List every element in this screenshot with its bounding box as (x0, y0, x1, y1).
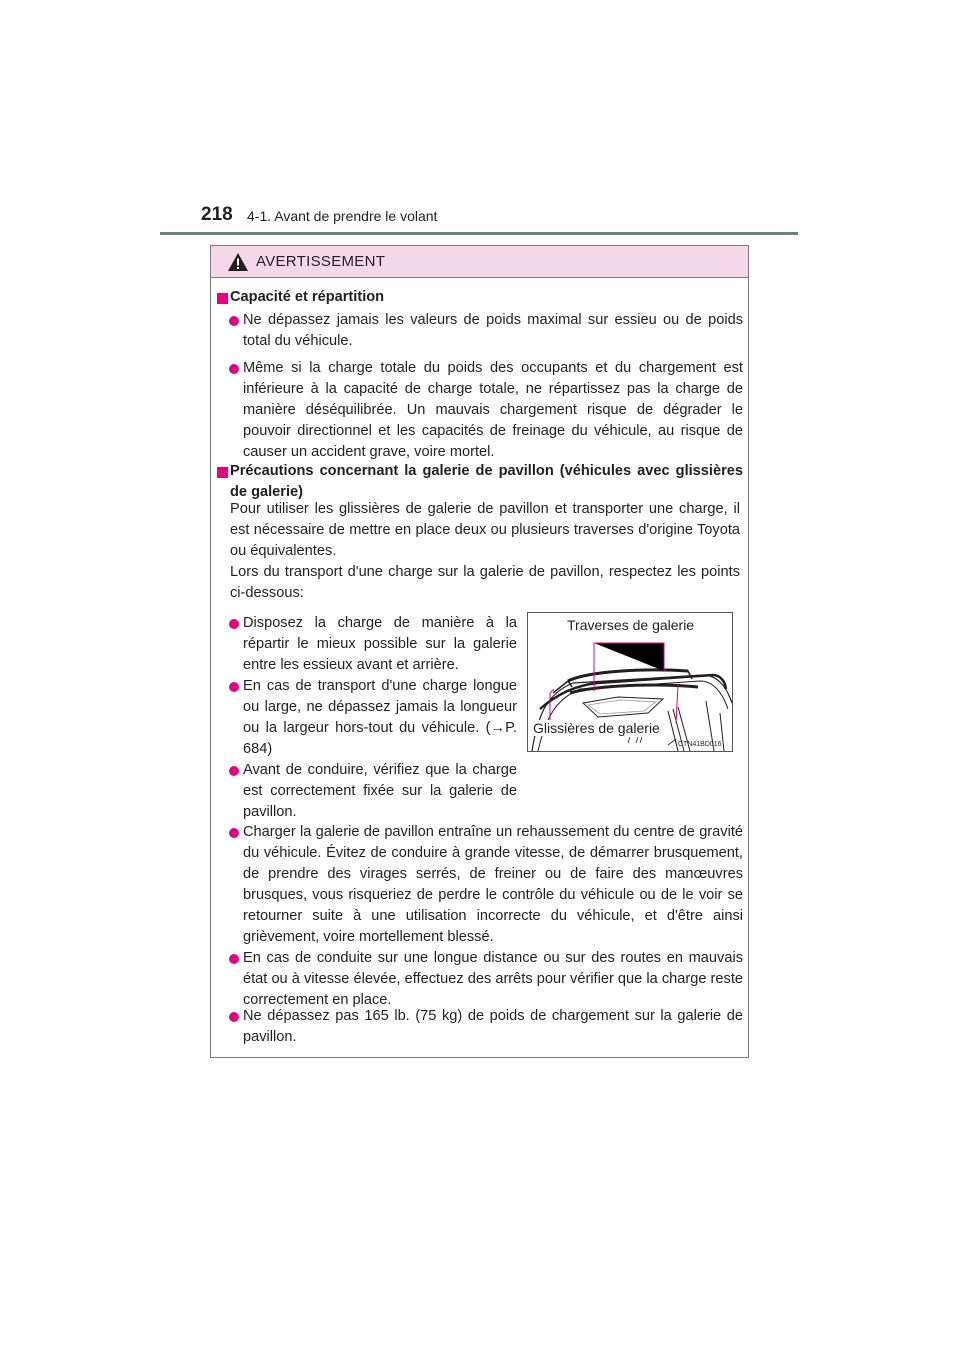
heading-precautions-galerie: Précautions concernant la galerie de pavillon (véhicules avec glissières de galerie) (230, 463, 743, 500)
bullet-charge-longue: En cas de transport d'une charge longue ou large, ne dépassez jamais la longueur ou la largeur hors-tout du véhicule. (→P. 684) (243, 678, 517, 757)
crossbars-label: Traverses de galerie (567, 617, 695, 633)
page-number: 218 (201, 204, 233, 225)
warning-title: AVERTISSEMENT (256, 253, 386, 270)
round-bullet-icon (229, 316, 239, 326)
bullet-poids-galerie: Ne dépassez pas 165 lb. (75 kg) de poids de chargement sur la galerie de pavillon. (243, 1008, 743, 1045)
warning-triangle-icon (227, 252, 249, 272)
section-title: 4-1. Avant de prendre le volant (247, 208, 438, 224)
round-bullet-icon (229, 954, 239, 964)
heading-capacite: Capacité et répartition (230, 289, 385, 305)
warning-header (211, 246, 748, 278)
bullet-longue-distance: En cas de conduite sur une longue distance ou sur des routes en mauvais état ou à vitesse élevée, effectuez des arrêts pour vérifier que la charge reste correctement en place. (243, 950, 743, 1008)
round-bullet-icon (229, 619, 239, 629)
bullet-centre-gravite: Charger la galerie de pavillon entraîne un rehaussement du centre de gravité du véhicule. Évitez de conduire à grande vitesse, de démarrer brusquement, de prendre des virages serrés, de freiner ou de faire des manœuvres brusques, vous risqueriez de perdre le contrôle du véhicule ou de le voir se retourner suite à une utilisation incorrecte du véhicule, et d'être ainsi grièvement, voire mortellement blessé. (243, 824, 743, 945)
para-traverses: Pour utiliser les glissières de galerie de pavillon et transporter une charge, il est nécessaire de mettre en place deux ou plusieurs traverses d'origine Toyota ou équivalentes. (230, 501, 740, 559)
round-bullet-icon (229, 828, 239, 838)
square-bullet-icon (217, 467, 228, 478)
square-bullet-icon (217, 293, 228, 304)
bullet-poids-maximal: Ne dépassez jamais les valeurs de poids maximal sur essieu ou de poids total du véhicule. (243, 312, 743, 349)
header-rule (160, 232, 798, 235)
round-bullet-icon (229, 364, 239, 374)
roof-rack-figure (527, 612, 733, 752)
round-bullet-icon (229, 1012, 239, 1022)
bullet-charge-desequilibree: Même si la charge totale du poids des occupants et du chargement est inférieure à la capacité de charge totale, ne répartissez pas la charge de manière déséquilibrée. Un mauvais chargement risque de dégrader le pouvoir directionnel et les capacités de freinage du véhicule, au risque de causer un accident grave, voire mortel. (243, 360, 743, 460)
round-bullet-icon (229, 682, 239, 692)
bullet-avant-conduire: Avant de conduire, vérifiez que la charge est correctement fixée sur la galerie de pavillon. (243, 762, 517, 820)
figure-code: CTN41BD016 (678, 741, 722, 748)
round-bullet-icon (229, 766, 239, 776)
para-points: Lors du transport d'une charge sur la galerie de pavillon, respectez les points ci-dessous: (230, 564, 740, 601)
bullet-disposez: Disposez la charge de manière à la répartir le mieux possible sur la galerie entre les essieux avant et arrière. (243, 615, 517, 673)
rails-label: Glissières de galerie (533, 720, 660, 736)
